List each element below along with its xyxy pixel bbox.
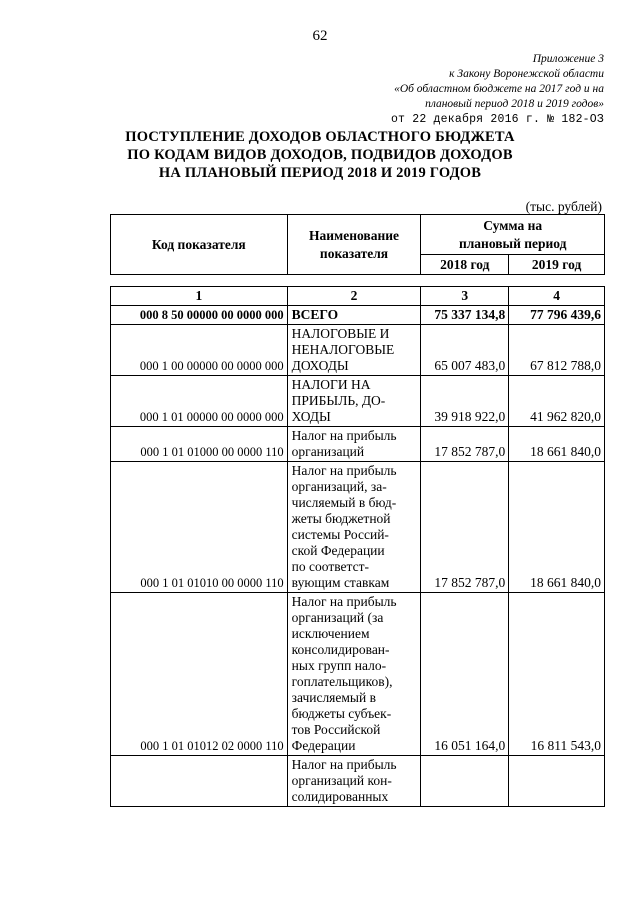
appendix-line: «Об областном бюджете на 2017 год и на — [394, 83, 604, 95]
cell-name-line: жеты бюджетной — [291, 511, 391, 526]
cell-y2019: 41 962 820,0 — [509, 376, 605, 427]
title-line: НА ПЛАНОВЫЙ ПЕРИОД 2018 И 2019 ГОДОВ — [158, 165, 482, 181]
cell-name-line: организаций кон- — [291, 773, 392, 788]
cell-y2019: 18 661 840,0 — [509, 427, 605, 462]
cell-y2018 — [421, 756, 509, 807]
cell-name-line: консолидирован- — [291, 642, 390, 657]
header-name-line: Наименование — [309, 227, 400, 243]
column-number: 1 — [111, 287, 288, 306]
table-row — [111, 756, 605, 807]
appendix-reference — [304, 52, 604, 127]
appendix-line: Приложение 3 — [532, 53, 604, 65]
cell-name — [287, 427, 421, 462]
cell-name — [287, 462, 421, 593]
cell-y2019: 67 812 788,0 — [509, 325, 605, 376]
header-name-line: показателя — [319, 245, 389, 261]
table-row — [111, 325, 605, 376]
cell-name-line: ской Федерации — [291, 543, 385, 558]
cell-name-line: гоплательщиков), — [291, 674, 393, 689]
table-row — [111, 427, 605, 462]
column-number: 2 — [287, 287, 421, 306]
header-year-2018: 2018 год — [421, 255, 509, 275]
cell-y2018: 17 852 787,0 — [421, 462, 509, 593]
cell-name-line: зачисляемый в — [291, 690, 376, 705]
column-numbering-row — [111, 287, 605, 306]
cell-y2018: 17 852 787,0 — [421, 427, 509, 462]
cell-code: 000 1 01 01012 02 0000 110 — [111, 593, 288, 756]
cell-name-line: числяемый в бюд- — [291, 495, 397, 510]
cell-name-line: НЕНАЛОГОВЫЕ — [291, 342, 395, 357]
cell-name-line: ных групп нало- — [291, 658, 387, 673]
cell-code — [111, 756, 288, 807]
units-label: (тыс. рублей) — [525, 199, 602, 214]
cell-name — [287, 325, 421, 376]
header-name — [287, 215, 421, 275]
cell-y2018: 65 007 483,0 — [421, 325, 509, 376]
cell-y2019 — [509, 756, 605, 807]
header-sum-line: плановый период — [458, 235, 567, 251]
title-line: ПОСТУПЛЕНИЕ ДОХОДОВ ОБЛАСТНОГО БЮДЖЕТА — [125, 129, 515, 145]
appendix-line: к Закону Воронежской области — [449, 68, 604, 80]
cell-name-line: ПРИБЫЛЬ, ДО- — [291, 393, 386, 408]
cell-name-line: Налог на прибыль — [291, 463, 397, 478]
cell-name-line: НАЛОГИ НА — [291, 377, 371, 392]
cell-y2018: 39 918 922,0 — [421, 376, 509, 427]
cell-name-line: бюджеты субъек- — [291, 706, 392, 721]
cell-y2019: 18 661 840,0 — [509, 462, 605, 593]
cell-y2019: 16 811 543,0 — [509, 593, 605, 756]
header-sum — [421, 215, 605, 255]
cell-name — [287, 756, 421, 807]
cell-code: 000 1 01 00000 00 0000 000 — [111, 376, 288, 427]
cell-name-line: системы Россий- — [291, 527, 389, 542]
cell-y2018: 16 051 164,0 — [421, 593, 509, 756]
table-header — [110, 214, 605, 275]
cell-name-line: Налог на прибыль — [291, 428, 397, 443]
page-number: 62 — [312, 28, 328, 44]
cell-code: 000 1 00 00000 00 0000 000 — [111, 325, 288, 376]
cell-name — [287, 593, 421, 756]
header-year-2019: 2019 год — [509, 255, 605, 275]
cell-name-line: вующим ставкам — [291, 575, 390, 590]
cell-name — [287, 306, 421, 325]
cell-name-line: организаций (за — [291, 610, 384, 625]
appendix-line: плановый период 2018 и 2019 годов» — [425, 98, 604, 110]
cell-name-line: по соответст- — [291, 559, 369, 574]
cell-name-line: ХОДЫ — [291, 409, 331, 424]
cell-code: 000 8 50 00000 00 0000 000 — [111, 306, 288, 325]
cell-name-line: Федерации — [291, 738, 356, 753]
cell-name-line: Налог на прибыль — [291, 757, 397, 772]
cell-name-line: организаций — [291, 444, 365, 459]
revenue-table — [110, 286, 605, 807]
header-sum-line: Сумма на — [483, 217, 543, 233]
column-number: 3 — [421, 287, 509, 306]
table-row — [111, 593, 605, 756]
cell-name-line: Налог на прибыль — [291, 594, 397, 609]
appendix-date-number: от 22 декабря 2016 г. № 182-ОЗ — [390, 113, 604, 126]
cell-name-line: солидированных — [291, 789, 389, 804]
cell-name-line: ВСЕГО — [291, 307, 339, 322]
cell-y2019: 77 796 439,6 — [509, 306, 605, 325]
title-line: ПО КОДАМ ВИДОВ ДОХОДОВ, ПОДВИДОВ ДОХОДОВ — [127, 147, 513, 163]
cell-y2018: 75 337 134,8 — [421, 306, 509, 325]
cell-name-line: ДОХОДЫ — [291, 358, 349, 373]
table-row — [111, 462, 605, 593]
document-title — [0, 128, 640, 182]
cell-code: 000 1 01 01000 00 0000 110 — [111, 427, 288, 462]
cell-name-line: НАЛОГОВЫЕ И — [291, 326, 390, 341]
cell-name-line: исключением — [291, 626, 370, 641]
cell-code: 000 1 01 01010 00 0000 110 — [111, 462, 288, 593]
table-row — [111, 376, 605, 427]
table-row — [111, 306, 605, 325]
cell-name-line: тов Российской — [291, 722, 381, 737]
header-code: Код показателя — [111, 215, 288, 275]
cell-name — [287, 376, 421, 427]
cell-name-line: организаций, за- — [291, 479, 387, 494]
column-number: 4 — [509, 287, 605, 306]
